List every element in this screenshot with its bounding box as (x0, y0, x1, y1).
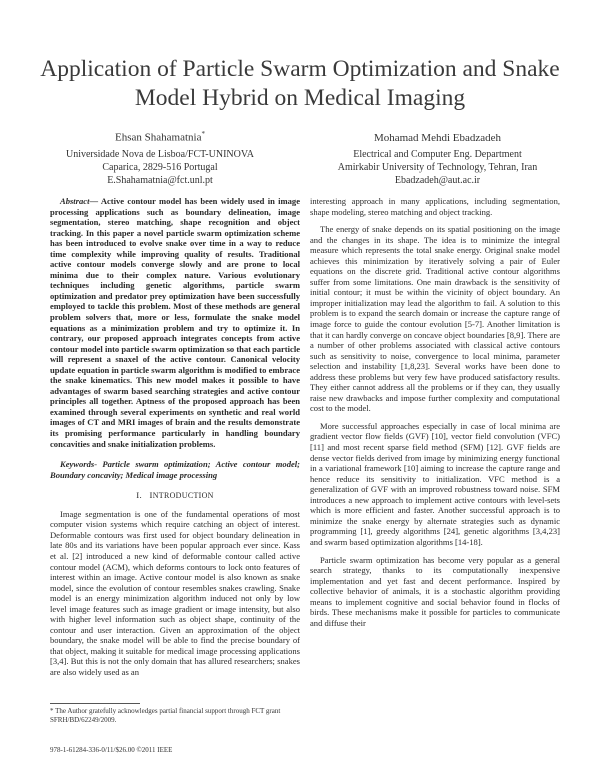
copyright-line: 978-1-61284-336-0/11/$26.00 ©2011 IEEE (50, 746, 173, 754)
abstract (50, 196, 300, 449)
body-paragraph: The energy of snake depends on its spatial positioning on the image and the changes in its shape. The idea is to minimize the integral measure which represents the total snake energy. Original snake model achieves this minimization by iteratively solving a pair of Euler equations on the discrete grid. Traditional active contour algorithms suffer from some limitations. One main drawback is the sensitivity of initial contour; it must be within the vicinity of object boundary. An improper initialization may lead the algorithm to fail. A solution to this problem is to expand the search domain or increase the capture range of image force to guide the contour evolution [5-7]. Another limitation is that it can hardly converge on concave object boundaries [8,9]. There are a number of other problems associated with classical active contours such as sensitivity to noise, convergence to local minima, parameter selection and instability [1,8,23]. Several works have been done to address these problems but very few have produced satisfactory results. They either cannot address all the problems or if they can, they usually raise new drawbacks and impose further complexity and computational cost to the model. (310, 224, 560, 414)
author-affiliation: Electrical and Computer Eng. Department (353, 149, 522, 160)
left-column (50, 196, 300, 678)
abstract-label: Abstract (60, 196, 90, 206)
keywords: Keywords- Particle swarm optimization; Active contour model; Boundary concavity; Medical image processing (50, 459, 300, 480)
right-column (310, 196, 560, 628)
author-name: Ehsan Shahamatnia* (115, 130, 205, 144)
body-paragraph: interesting approach in many applications, including segmentation, shape modeling, stereo matching and object tracking. (310, 196, 560, 217)
footnote-rule (50, 703, 140, 704)
author-block-2 (315, 132, 560, 187)
author-name: Mohamad Mehdi Ebadzadeh (373, 132, 502, 144)
paper-title: Application of Particle Swarm Optimization and Snake Model Hybrid on Medical Imaging (40, 56, 560, 111)
section-heading: I. INTRODUCTION (136, 490, 214, 501)
author-email: Ebadzadeh@aut.ac.ir (394, 175, 481, 186)
author-address: Amirkabir University of Technology, Tehran, Iran (337, 162, 538, 173)
body-paragraph: Particle swarm optimization has become very popular as a general search strategy, thanks to its computationally inexpensive implementation and yet fast and decent performance. Inspired by collective behavior of animals, it is a stochastic algorithm providing means to implement cognitive and social behavior found in flocks of birds. These mechanisms make it possible for particles to communicate and diffuse their (310, 554, 560, 628)
author-email: E.Shahamatnia@fct.unl.pt (107, 174, 213, 186)
author-address: Caparica, 2829-516 Portugal (102, 161, 218, 173)
abstract-text: — Active contour model has been widely used in image processing applications such as boundary delineation, image segmentation, stereo matching, shape recognition and object tracking. In this paper a novel particle swarm optimization scheme has been introduced to evolve snake over time in a way to reduce time complexity while improving quality of results. Traditional active contour models converge slowly and are prone to local minima due to their complex nature. Various evolutionary techniques including genetic algorithms, particle swarm optimization and predator prey optimization have been successfully employed to tackle this problem. Most of these methods are general problem solvers that, more or less, formulate the snake model equations as a minimization problem and try to optimize it. In contrary, our proposed approach integrates concepts from active contour model into particle swarm optimization so that each particle will represent a snaxel of the active contour. Canonical velocity update equation in particle swarm algorithm is modified to embrace the snake kinematics. This new model makes it possible to have advantages of swarm based searching strategies and active contour principles all together. Aptness of the proposed approach has been examined through several experiments on synthetic and real world images of CT and MRI images of brain and the results demonstrate its promising performance particularly in handling boundary concavities and snake initialization problems. (50, 196, 300, 449)
body-paragraph: More successful approaches especially in case of local minima are gradient vector flow fields (GVF) [10], vector field convolution (VFC) [11] and most recent sparse field method (SFM) [12]. GVF fields are dense vector fields derived from image by minimizing energy functional in a variational framework [10] aiming to increase the capture range and hence reduce its sensitivity to initialization. VFC method is a generalization of GVF with an improved robustness toward noise. SFM introduces a new approach to implement active contours with level-sets which is more efficient and faster. Another successful approach is to minimize the snake energy by alternate strategies such as dynamic programming [1], greedy algorithms [24], genetic algorithms [3,4,23] and swarm based optimization algorithms [14-18]. (310, 420, 560, 547)
author-block-1 (55, 128, 265, 187)
author-affiliation: Universidade Nova de Lisboa/FCT-UNINOVA (65, 148, 255, 160)
body-paragraph: Image segmentation is one of the fundamental operations of most computer vision systems which require catching an object of interest. Deformable contours was first used for object boundary delineation in late 80s and its variations have been popular approach ever since. Kass et al. [2] introduced a new kind of deformable contour called active contour model (ACM), which deforms contours to lock onto features of interest within an image. Active contour model is also known as snake model, since the evolution of contour resembles snakes crawling. Snake model is an energy minimization algorithm induced not only by low level image features such as image gradient or image intensity, but also with higher level information such as object shape, continuity of the contour and user interaction. Given an approximation of the object boundary, the snake model will be able to find the precise boundary of that object, making it suitable for medical image processing applications [3,4]. But this is not the only domain that has allured researchers; snakes are also widely used as an (50, 508, 300, 677)
footnote: * The Author gratefully acknowledges partial financial support through FCT grant SFRH/BD/62249/2009. (50, 707, 281, 724)
